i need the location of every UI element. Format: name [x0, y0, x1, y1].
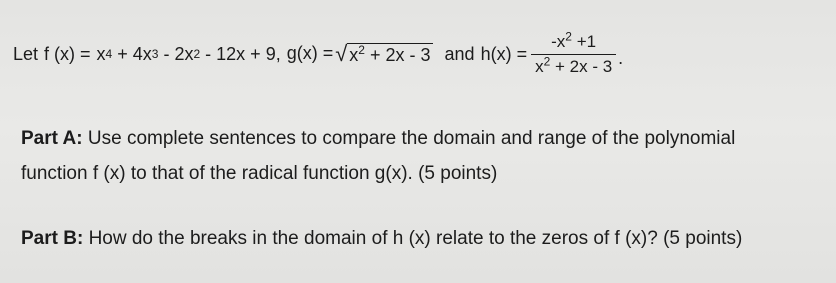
- f-definition: f (x) = x 4 + 4x 3 - 2x 2 - 12x + 9,: [44, 43, 281, 64]
- h-den-term: x: [535, 56, 544, 76]
- let-word: Let: [13, 43, 39, 64]
- f-term-2: + 4x: [112, 43, 152, 64]
- h-definition: [480, 28, 624, 77]
- h-numerator: [547, 28, 600, 54]
- h-num-exp: 2: [565, 28, 572, 43]
- h-den-exp: 2: [543, 53, 551, 68]
- g-name: g(x) =: [286, 43, 334, 64]
- h-denominator: [531, 54, 616, 77]
- f-term-4: - 12x + 9,: [200, 43, 281, 64]
- f-name: f (x) =: [44, 43, 91, 64]
- part-a-text-line-1: Use complete sentences to compare the domain and range of the polynomial: [82, 128, 736, 149]
- g-definition: [287, 43, 435, 66]
- g-radicand: [347, 43, 432, 66]
- f-term-3: - 2x: [158, 43, 194, 64]
- h-fraction: [531, 28, 616, 77]
- radical-sign-icon: √: [335, 41, 348, 67]
- part-b-text: How do the breaks in the domain of h (x) relate to the zeros of f (x)? (5 points): [83, 228, 743, 249]
- g-radicand-exp: 2: [358, 42, 365, 57]
- part-a-label: Part A:: [21, 128, 83, 149]
- part-a-text-line-2: function f (x) to that of the radical function g(x). (5 points): [21, 163, 498, 184]
- h-den-rest: + 2x - 3: [550, 56, 613, 76]
- function-definitions: [13, 14, 623, 94]
- g-radicand-x: x: [349, 44, 359, 65]
- h-name: h(x) =: [480, 43, 528, 64]
- part-a-question: [21, 128, 735, 150]
- and-word: and: [444, 43, 475, 64]
- f-term-1: x: [96, 43, 106, 64]
- g-radicand-rest: + 2x - 3: [364, 44, 431, 65]
- square-root: [335, 43, 432, 66]
- part-b-question: [21, 228, 742, 250]
- h-num-rest: +1: [571, 31, 597, 51]
- end-period: .: [618, 47, 624, 68]
- part-b-label: Part B:: [21, 228, 84, 249]
- h-num-term: -x: [551, 31, 566, 51]
- part-a-question-continued: [21, 163, 497, 185]
